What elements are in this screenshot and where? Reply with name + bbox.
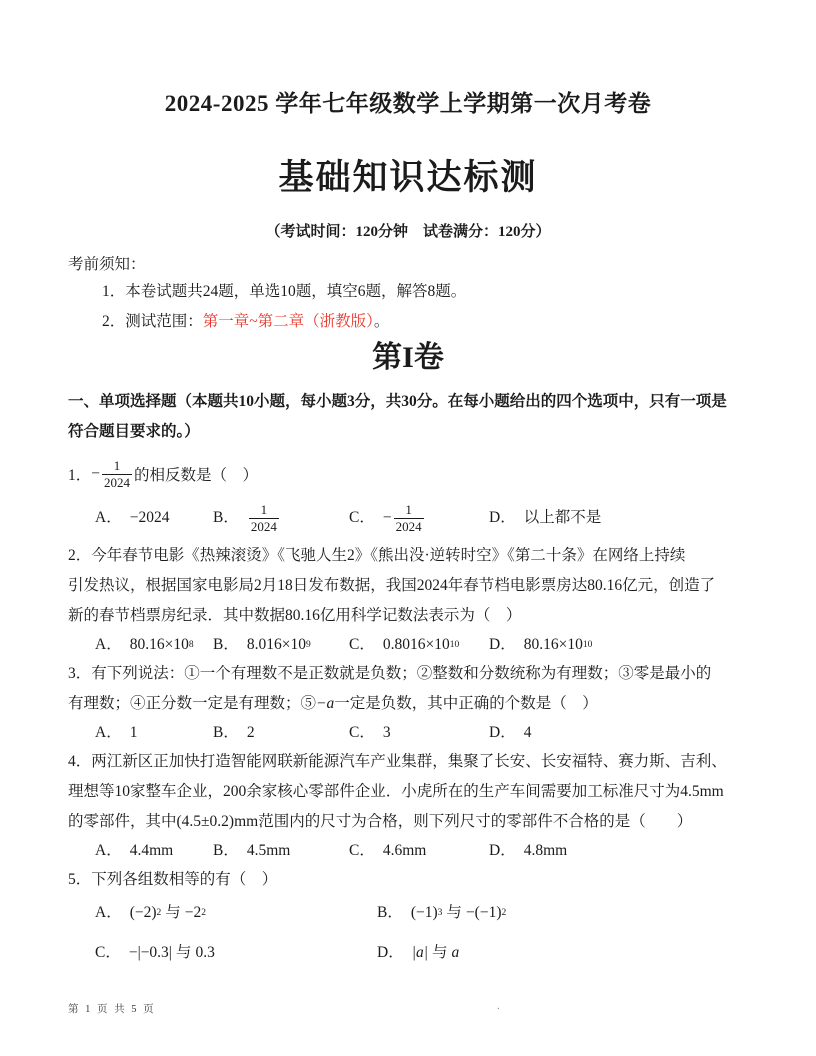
question-3-variable: −a	[316, 695, 335, 712]
option-d-connector: 与	[431, 944, 448, 961]
option-a-expr-2: −2	[184, 904, 202, 921]
question-3-options	[68, 719, 748, 747]
question-4-options	[68, 837, 748, 865]
notice-item-2	[102, 307, 748, 337]
option-c-label: C．	[349, 509, 375, 526]
option-d-expr-1: |a|	[411, 944, 428, 961]
option-d	[489, 719, 531, 747]
option-a	[95, 837, 213, 865]
question-2-line-3: 新的春节档票房纪录．其中数据80.16亿用科学记数法表示为（ ）	[68, 607, 522, 624]
option-c	[349, 719, 489, 747]
option-a-expr-1: (−2)	[129, 904, 157, 921]
option-c	[95, 937, 377, 969]
option-b-label: B．	[213, 636, 239, 653]
option-b-value: 2	[246, 724, 255, 741]
question-2-line-2: 引发热议，根据国家电影局2月18日发布数据，我国2024年春节档电影票房达80.16亿元，创造了	[68, 577, 716, 594]
option-a-label: A．	[95, 724, 122, 741]
option-b-fraction	[249, 502, 279, 534]
fraction-numerator: 1	[394, 502, 424, 519]
option-a-value: 4.4mm	[129, 842, 174, 859]
option-d-value: 80.16×10	[523, 636, 583, 653]
section-intro-line-2: 符合题目要求的。）	[68, 423, 200, 440]
question-3-line-1: 3．有下列说法：①一个有理数不是正数就是负数；②整数和分数统称为有理数；③零是最小的	[68, 665, 712, 682]
question-3-line-2-post: 一定是负数，其中正确的个数是（ ）	[334, 695, 598, 712]
option-d-value: 4	[523, 724, 532, 741]
option-c-label: C．	[349, 842, 375, 859]
question-5-options	[68, 897, 748, 969]
stray-dot: .	[497, 1000, 500, 1012]
option-c-label: C．	[349, 636, 375, 653]
question-1-minus: −	[91, 465, 101, 482]
option-d: D． 80.16×10 10	[489, 631, 592, 659]
option-d	[489, 837, 567, 865]
exam-meta: （考试时间：120分钟 试卷满分：120分）	[265, 224, 551, 240]
question-4-line-3-pre: 的零部件，其中	[68, 813, 177, 830]
option-b: B． (−1) 3 与 −(−1) 2	[377, 897, 748, 929]
option-b-value: 4.5mm	[246, 842, 291, 859]
option-b-expr-1: (−1)	[410, 904, 438, 921]
question-2-options	[68, 631, 748, 659]
question-5-stem: 5．下列各组数相等的有（ ）	[68, 871, 278, 888]
notice-item-2-highlight: 第一章~第二章（浙教版）	[202, 313, 374, 330]
option-a-value: 1	[129, 724, 138, 741]
section-intro	[68, 387, 748, 447]
question-4-line-3	[68, 807, 748, 837]
notice-item-1: 1．本卷试题共24题，单选10题，填空6题，解答8题。	[102, 283, 467, 300]
option-c-expr-1: −|−0.3|	[128, 944, 172, 961]
option-b-value: 8.016×10	[246, 636, 306, 653]
question-1-options	[68, 497, 748, 539]
option-b-label: B．	[213, 724, 239, 741]
option-b-label: B．	[213, 842, 239, 859]
question-3-stem	[68, 659, 748, 719]
question-2-line-1: 2．今年春节电影《热辣滚烫》《飞驰人生2》《熊出没·逆转时空》《第二十条》在网络上持续	[68, 547, 686, 564]
option-d-value: 4.8mm	[523, 842, 568, 859]
option-c: C． 0.8016×10 10	[349, 631, 489, 659]
fraction-denominator: 2024	[250, 518, 277, 534]
section-intro-line-1: 一、单项选择题（本题共10小题，每小题3分，共30分。在每小题给出的四个选项中，只有一项是	[68, 393, 727, 410]
option-c-value: 4.6mm	[382, 842, 427, 859]
option-a	[95, 719, 213, 747]
option-d-value: 以上都不是	[523, 509, 602, 526]
question-4-line-3-post: mm范围内的尺寸为合格，则下列尺寸的零部件不合格的是（ ）	[234, 813, 693, 830]
option-c-label: C．	[349, 724, 375, 741]
option-b-label: B．	[213, 509, 239, 526]
option-c	[349, 837, 489, 865]
option-c-fraction	[394, 502, 424, 534]
question-1-fraction	[102, 458, 132, 490]
option-a-label: A．	[95, 904, 122, 921]
question-3-line-2	[68, 689, 748, 719]
question-2-stem	[68, 541, 748, 631]
page-number-indicator: 第 1 页 共 5 页	[68, 1004, 156, 1015]
option-a-connector: 与	[165, 904, 181, 921]
option-d-expr-2: a	[451, 944, 460, 961]
option-c-value: 0.8016×10	[382, 636, 450, 653]
option-a-value: −2024	[129, 509, 170, 526]
notice-item-2-suffix: 。	[373, 313, 390, 330]
option-b-connector: 与	[446, 904, 462, 921]
option-c-connector: 与	[175, 944, 192, 961]
question-4-tolerance: (4.5±0.2)	[176, 813, 235, 830]
option-a-label: A．	[95, 636, 122, 653]
question-1-text: 的相反数是（ ）	[134, 467, 259, 484]
option-a: A． 80.16×10 8	[95, 631, 213, 659]
option-c-value: 3	[382, 724, 391, 741]
question-4-stem	[68, 747, 748, 837]
option-b	[213, 837, 349, 865]
option-d-label: D．	[489, 509, 516, 526]
option-d-label: D．	[489, 724, 516, 741]
option-b	[213, 719, 349, 747]
option-d	[489, 504, 601, 532]
question-3-line-2-pre: 有理数；④正分数一定是有理数；⑤	[68, 695, 317, 712]
option-c-expr-2: 0.3	[195, 944, 215, 961]
question-4-line-2: 理想等10家整车企业，200余家核心零部件企业．小虎所在的生产车间需要加工标准尺寸为4.5mm	[68, 783, 724, 800]
notice-heading: 考前须知：	[68, 256, 146, 273]
question-4-line-1: 4．两江新区正加快打造智能网联新能源汽车产业集群，集聚了长安、长安福特、赛力斯、吉利、	[68, 753, 727, 770]
option-a-label: A．	[95, 509, 122, 526]
option-a	[95, 504, 213, 532]
question-1-number: 1．	[68, 467, 92, 484]
fraction-numerator: 1	[249, 502, 279, 519]
option-a-label: A．	[95, 842, 122, 859]
option-c	[349, 502, 489, 534]
option-c-minus: −	[382, 509, 392, 526]
option-d-label: D．	[489, 842, 516, 859]
fraction-numerator: 1	[102, 458, 132, 475]
option-a: A． (−2) 2 与 −2 2	[95, 897, 377, 929]
question-1-stem	[68, 451, 748, 497]
exam-title: 2024-2025 学年七年级数学上学期第一次月考卷	[164, 91, 652, 116]
option-a-value: 80.16×10	[129, 636, 189, 653]
option-b-label: B．	[377, 904, 403, 921]
option-d	[377, 937, 748, 969]
fraction-denominator: 2024	[395, 518, 422, 534]
option-d-label: D．	[489, 636, 516, 653]
fraction-denominator: 2024	[104, 474, 131, 490]
volume-title: 第I卷	[372, 341, 444, 374]
option-b-expr-2: −(−1)	[465, 904, 502, 921]
option-b	[213, 502, 349, 534]
paper-title: 基础知识达标测	[278, 158, 538, 197]
option-d-label: D．	[377, 944, 404, 961]
option-b: B． 8.016×10 9	[213, 631, 349, 659]
notice-item-2-prefix: 2．测试范围：	[102, 313, 203, 330]
option-c-label: C．	[95, 944, 121, 961]
